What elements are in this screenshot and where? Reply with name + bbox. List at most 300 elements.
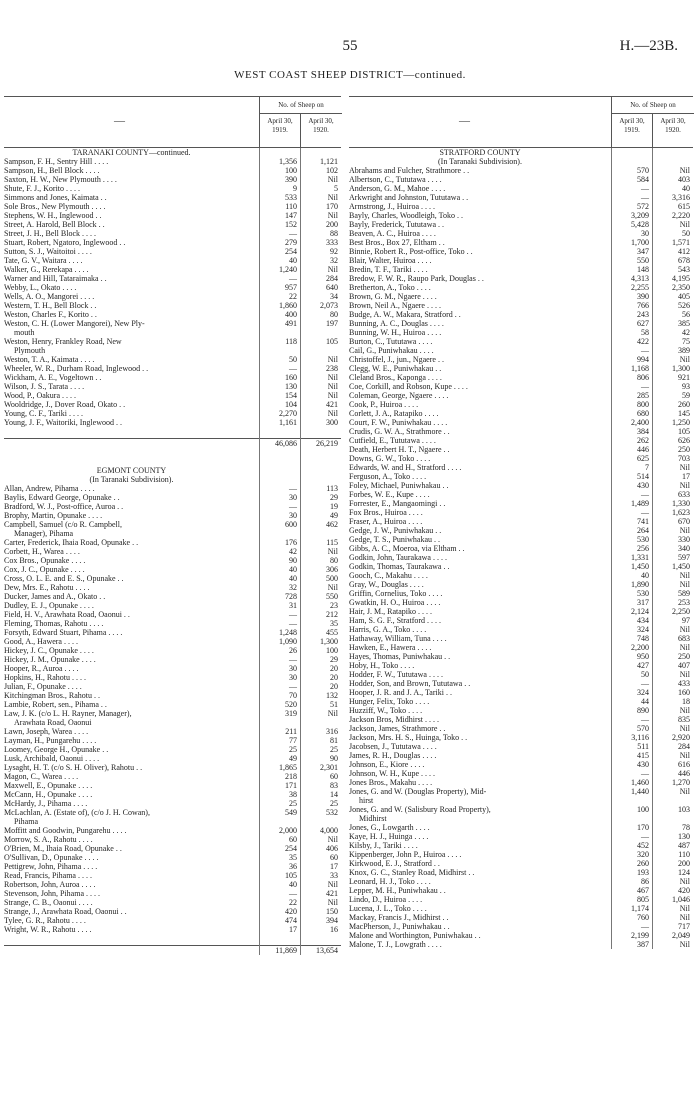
sheep-1920: 124	[678, 868, 690, 877]
right-table-header	[349, 96, 693, 148]
table-row	[349, 238, 693, 247]
table-row	[349, 832, 693, 841]
owner-name: Burton, C., Tututawa . . . .	[349, 337, 433, 346]
sheep-1919: 2,400	[631, 418, 649, 427]
owner-name: Cook, P., Huiroa . . . .	[349, 400, 419, 409]
owner-name: Gray, W., Douglas . . . .	[349, 580, 424, 589]
owner-name: Baylis, Edward George, Opunake . .	[4, 493, 120, 502]
table-row	[4, 157, 341, 166]
sheep-1919: 285	[637, 391, 649, 400]
sheep-1919: 1,450	[631, 562, 649, 571]
owner-name: Bradford, W. J., Post-office, Auroa . .	[4, 502, 124, 511]
table-row	[349, 679, 693, 688]
sheep-1919: 2,000	[279, 826, 297, 835]
sheep-1920: 455	[326, 628, 338, 637]
table-row	[4, 880, 341, 889]
table-row	[4, 664, 341, 673]
sheep-1919: 110	[285, 202, 297, 211]
owner-name: Hodder, F. W., Tututawa . . . .	[349, 670, 443, 679]
table-row	[349, 526, 693, 535]
sheep-1920: 316	[326, 727, 338, 736]
table-row	[349, 220, 693, 229]
table-row	[4, 763, 341, 772]
sheep-1919: 77	[289, 736, 297, 745]
sheep-1919: 533	[285, 193, 297, 202]
sheep-1920: 60	[330, 853, 338, 862]
sheep-1919: 427	[637, 661, 649, 670]
owner-name: Manager), Pihama	[14, 529, 74, 538]
sheep-1920: 420	[678, 886, 690, 895]
sheep-1920: 640	[326, 283, 338, 292]
owner-name: McHardy, J., Pihama . . . .	[4, 799, 88, 808]
owner-name: Field, H. V., Arawhata Road, Oaonui . .	[4, 610, 130, 619]
owner-name: Bunning, A. C., Douglas . . . .	[349, 319, 444, 328]
sheep-1920: Nil	[679, 877, 690, 886]
sheep-1919: 26	[289, 646, 297, 655]
sheep-1919: 100	[637, 805, 649, 814]
sheep-1920	[652, 148, 693, 157]
sheep-1919: 741	[637, 517, 649, 526]
owner-name: Good, A., Hawera . . . .	[4, 637, 78, 646]
owner-name: Jones, G. and W. (Salisbury Road Property),	[349, 805, 491, 814]
sheep-1919	[259, 934, 300, 943]
table-row	[4, 646, 341, 655]
owner-name: Jones Bros., Makahu . . . .	[349, 778, 433, 787]
table-row	[4, 682, 341, 691]
owner-name: Cox, J. C., Opunake . . . .	[4, 565, 85, 574]
table-row	[349, 877, 693, 886]
sheep-1919: 118	[285, 337, 297, 346]
sheep-1920: 2,049	[672, 931, 690, 940]
owner-name: Binnie, Robert R., Post-office, Toko . .	[349, 247, 473, 256]
sheep-1919: 1,248	[279, 628, 297, 637]
table-row	[4, 265, 341, 274]
table-row	[4, 718, 341, 727]
table-row	[349, 535, 693, 544]
year-1920-header: April 30, 1920.	[300, 113, 341, 147]
sheep-1919: 422	[637, 337, 649, 346]
table-row	[4, 925, 341, 934]
sheep-1919: 31	[289, 601, 297, 610]
section-heading	[4, 466, 341, 475]
sheep-1920	[300, 817, 341, 826]
sheep-1919: 415	[637, 751, 649, 760]
sheep-1920: 597	[678, 553, 690, 562]
sheep-1919: 467	[637, 886, 649, 895]
table-row	[4, 565, 341, 574]
sheep-1919: 530	[637, 535, 649, 544]
owner-name: Lepper, M. H., Puniwhakau . .	[349, 886, 446, 895]
owner-name: mouth	[14, 328, 35, 337]
owner-name: Griffin, Cornelius, Toko . . . .	[349, 589, 443, 598]
owner-name: Forbes, W. E., Kupe . . . .	[349, 490, 430, 499]
sheep-1919: —	[289, 655, 297, 664]
owner-name: Morrow, S. A., Rahotu . . . .	[4, 835, 93, 844]
sheep-1920: 500	[326, 574, 338, 583]
column-rule	[259, 148, 260, 955]
sheep-1919: 152	[285, 220, 297, 229]
sheep-1920: 42	[682, 328, 690, 337]
sheep-1919: 46,086	[275, 439, 297, 448]
table-row	[4, 790, 341, 799]
table-row	[349, 373, 693, 382]
table-row	[4, 835, 341, 844]
table-row	[349, 796, 693, 805]
owner-name: Magon, C., Warea . . . .	[4, 772, 79, 781]
sheep-1919: 3,116	[631, 733, 649, 742]
table-row	[4, 592, 341, 601]
table-row	[4, 538, 341, 547]
sheep-1919: 890	[637, 706, 649, 715]
sheep-1920: Nil	[679, 724, 690, 733]
sheep-1919: 90	[289, 556, 297, 565]
owner-name: Clegg, W. E., Puniwhakau . .	[349, 364, 442, 373]
table-row	[349, 517, 693, 526]
sheep-1919: —	[289, 682, 297, 691]
sheep-1920: 113	[326, 484, 338, 493]
sheep-1919	[259, 466, 300, 475]
sheep-1920: 683	[678, 634, 690, 643]
sheep-1919: 1,860	[279, 301, 297, 310]
table-row	[349, 598, 693, 607]
owner-name: Hawken, E., Hawera . . . .	[349, 643, 432, 652]
owner-name: Malone, T. J., Lowgrath . . . .	[349, 940, 442, 949]
table-row	[4, 400, 341, 409]
owner-name: Simmons and Jones, Kaimata . .	[4, 193, 107, 202]
table-row	[349, 355, 693, 364]
sheep-1919	[259, 817, 300, 826]
sheep-1919: 30	[289, 493, 297, 502]
sheep-1920: 670	[678, 517, 690, 526]
table-row	[4, 799, 341, 808]
sheep-1919: 7	[645, 463, 649, 472]
table-row	[349, 778, 693, 787]
sheep-1919: 1,331	[631, 553, 649, 562]
sheep-1920: Nil	[679, 904, 690, 913]
sheep-1920: 32	[330, 256, 338, 265]
sheep-1919: 17	[289, 925, 297, 934]
owner-name: Mackay, Francis J., Midhirst . .	[349, 913, 449, 922]
sheep-1920: 170	[326, 202, 338, 211]
sheep-1920: Nil	[679, 355, 690, 364]
sheep-1920: 550	[326, 592, 338, 601]
table-row	[4, 310, 341, 319]
table-row	[4, 547, 341, 556]
sheep-1919: 530	[637, 589, 649, 598]
table-row	[4, 211, 341, 220]
sheep-1920: 92	[330, 247, 338, 256]
sheep-1920: 34	[330, 292, 338, 301]
sheep-1920: Nil	[327, 409, 338, 418]
table-row	[349, 661, 693, 670]
table-row	[4, 934, 341, 943]
sheep-1919: 104	[285, 400, 297, 409]
sheep-1919: 570	[637, 724, 649, 733]
sheep-1919: 254	[285, 247, 297, 256]
sheep-1920: Nil	[327, 880, 338, 889]
sheep-1920: Nil	[327, 175, 338, 184]
sheep-1919: 1,440	[631, 787, 649, 796]
table-row	[349, 490, 693, 499]
owner-name: Jackson Bros, Midhirst . . . .	[349, 715, 439, 724]
owner-name: Brophy, Martin, Opunake . . . .	[4, 511, 103, 520]
owner-name: Johnson, E., Kiore . . . .	[349, 760, 425, 769]
sheep-1920: 1,300	[320, 637, 338, 646]
year-1920-header: April 30, 1920.	[652, 113, 693, 147]
owner-name: Fleming, Thomas, Rahotu . . . .	[4, 619, 104, 628]
table-row	[4, 448, 341, 457]
owner-name: Tate, G. V., Waitara . . . .	[4, 256, 83, 265]
table-row	[4, 301, 341, 310]
owner-name: Hodder, Son, and Brown, Tututawa . .	[349, 679, 471, 688]
owner-name: Edwards, W. and H., Stratford . . . .	[349, 463, 462, 472]
sheep-1920	[300, 457, 341, 466]
owner-name: Bayly, Charles, Woodleigh, Toko . .	[349, 211, 463, 220]
table-row	[349, 904, 693, 913]
right-table-body	[349, 148, 693, 949]
sheep-1919	[259, 718, 300, 727]
owner-name: Brown, G. M., Ngaere . . . .	[349, 292, 437, 301]
sheep-1920: 33	[330, 871, 338, 880]
sheep-1920: 250	[678, 445, 690, 454]
owner-name: Webby, L., Okato . . . .	[4, 283, 77, 292]
owner-name: Johnson, W. H., Kupe . . . .	[349, 769, 436, 778]
sheep-1919: —	[289, 229, 297, 238]
owner-name: Hickey, J. C., Opunake . . . .	[4, 646, 94, 655]
sheep-1920: 20	[330, 664, 338, 673]
owner-name: Cleland Bros., Kaponga . . . .	[349, 373, 442, 382]
table-row	[4, 727, 341, 736]
owner-name: Blair, Walter, Huiroa . . . .	[349, 256, 432, 265]
table-row	[349, 481, 693, 490]
sheep-1919: 2,255	[631, 283, 649, 292]
owner-name: Jackson, James, Strathmore . .	[349, 724, 446, 733]
owner-name: Forrester, E., Mangaomingi . .	[349, 499, 446, 508]
sheep-1920: 300	[326, 418, 338, 427]
sheep-1920: 2,073	[320, 301, 338, 310]
table-row	[4, 655, 341, 664]
table-row	[349, 571, 693, 580]
year-1919-header: April 30, 1919.	[259, 113, 300, 147]
sheep-1919: 243	[637, 310, 649, 319]
owner-name: Best Bros., Box 27, Eltham . .	[349, 238, 445, 247]
left-table-header	[4, 96, 341, 148]
table-row	[4, 364, 341, 373]
sheep-1919: 3,209	[631, 211, 649, 220]
table-row	[4, 247, 341, 256]
table-row	[349, 382, 693, 391]
owner-name: McCann, H., Opunake . . . .	[4, 790, 93, 799]
table-row	[349, 364, 693, 373]
owner-name: Jones, G. and W. (Douglas Property), Mid-	[349, 787, 487, 796]
owner-name: Jacobsen, J., Tututawa . . . .	[349, 742, 437, 751]
owner-name: Corbett, H., Warea . . . .	[4, 547, 80, 556]
sheep-1920: 23	[330, 601, 338, 610]
sheep-1920: 1,571	[672, 238, 690, 247]
sheep-1920: 703	[678, 454, 690, 463]
sheep-1919: 264	[637, 526, 649, 535]
table-row	[4, 610, 341, 619]
owner-name: Weston, T. A., Kaimata . . . .	[4, 355, 95, 364]
sheep-1919: 30	[289, 664, 297, 673]
sheep-1920: 88	[330, 229, 338, 238]
sheep-1919: 511	[637, 742, 649, 751]
table-row	[349, 688, 693, 697]
sheep-1919: —	[289, 889, 297, 898]
sheep-1919: —	[641, 193, 649, 202]
sheep-1920: 1,300	[672, 364, 690, 373]
table-row	[4, 520, 341, 529]
owner-name: Cail, G., Puniwhakau . . . .	[349, 346, 434, 355]
sheep-1920: Nil	[679, 751, 690, 760]
table-row	[349, 472, 693, 481]
owner-name: Abrahams and Fulcher, Strathmore . .	[349, 166, 470, 175]
owner-name: Tylee, G. R., Rahotu . . . .	[4, 916, 86, 925]
table-row	[4, 184, 341, 193]
sheep-1919: 1,700	[631, 238, 649, 247]
left-table-body	[4, 148, 341, 955]
sheep-1919: —	[289, 619, 297, 628]
table-row	[349, 400, 693, 409]
table-row	[4, 292, 341, 301]
table-row	[349, 292, 693, 301]
sheep-1920: 385	[678, 319, 690, 328]
sheep-1920: 20	[330, 673, 338, 682]
table-row	[4, 619, 341, 628]
table-row	[349, 760, 693, 769]
table-row	[4, 283, 341, 292]
table-row	[349, 643, 693, 652]
sheep-1919: 44	[641, 697, 649, 706]
table-row	[349, 634, 693, 643]
table-row	[4, 382, 341, 391]
owner-name: Cross, O. L. E. and E. S., Opunake . .	[4, 574, 124, 583]
sheep-1920: 80	[330, 310, 338, 319]
sheep-1920: Nil	[327, 583, 338, 592]
total-row	[4, 438, 341, 448]
sheep-1920: 1,450	[672, 562, 690, 571]
sheep-1920: 462	[326, 520, 338, 529]
owner-name: Beaven, A. C., Huiroa . . . .	[349, 229, 436, 238]
owner-name: McLachlan, A. (Estate of), (c/o J. H. Cowan),	[4, 808, 150, 817]
sheep-1919: 171	[285, 781, 297, 790]
sheep-1920: 90	[330, 754, 338, 763]
sheep-1920: 78	[682, 823, 690, 832]
sheep-1919: 324	[637, 625, 649, 634]
sheep-1919: 218	[285, 772, 297, 781]
sheep-1920: 487	[678, 841, 690, 850]
sheep-1919: 572	[637, 202, 649, 211]
owner-name: Street, J. H., Bell Block . . . .	[4, 229, 96, 238]
table-row	[4, 871, 341, 880]
owner-name: Hair, J. M., Ratapiko . . . .	[349, 607, 433, 616]
sheep-1920: 1,623	[672, 508, 690, 517]
sheep-1919	[611, 796, 652, 805]
owner-name: Lysaght, H. T. (c/o S. H. Oliver), Rahotu . .	[4, 763, 143, 772]
sheep-1919: 70	[289, 691, 297, 700]
table-row	[349, 256, 693, 265]
sheep-1920: Nil	[327, 547, 338, 556]
table-row	[349, 805, 693, 814]
sheep-1920	[300, 466, 341, 475]
table-row	[349, 697, 693, 706]
sheep-1919: 317	[637, 598, 649, 607]
table-row	[4, 700, 341, 709]
table-row	[349, 733, 693, 742]
table-row	[349, 580, 693, 589]
owner-name: Pihama	[14, 817, 38, 826]
sheep-1919: 520	[285, 700, 297, 709]
sheep-1920: 2,350	[672, 283, 690, 292]
owner-name: Law, J. K. (c/o L. H. Rayner, Manager),	[4, 709, 132, 718]
owner-name: Jones, G., Lowgarth . . . .	[349, 823, 430, 832]
owner-name: Sampson, H., Bell Block . . . .	[4, 166, 100, 175]
page-number: 55	[342, 38, 358, 54]
table-row	[349, 625, 693, 634]
sheep-1920: 212	[326, 610, 338, 619]
sheep-1919: 728	[285, 592, 297, 601]
table-row	[349, 346, 693, 355]
sheep-1919	[259, 427, 300, 436]
owner-name	[4, 439, 259, 448]
sheep-1920: 26,219	[316, 439, 338, 448]
sheep-1920: 200	[678, 859, 690, 868]
table-row	[4, 427, 341, 436]
owner-name	[4, 946, 259, 955]
table-row	[4, 166, 341, 175]
sheep-1920: Nil	[679, 706, 690, 715]
sheep-1920: Nil	[679, 787, 690, 796]
owner-name: Read, Francis, Pihama . . . .	[4, 871, 92, 880]
sheep-1919: 30	[641, 229, 649, 238]
table-row	[349, 769, 693, 778]
sheep-1919	[259, 457, 300, 466]
owner-name: STRATFORD COUNTY	[439, 148, 521, 157]
owner-name: Armstrong, J., Huiroa . . . .	[349, 202, 435, 211]
sheep-1920: 17	[330, 862, 338, 871]
sheep-1920: 421	[326, 889, 338, 898]
table-row	[349, 445, 693, 454]
sheep-1919: 25	[289, 799, 297, 808]
sheep-1919: 22	[289, 898, 297, 907]
owner-name	[4, 448, 259, 457]
owner-name: Bunning, W. H., Huiroa . . . .	[349, 328, 442, 337]
owner-name: Carter, Frederick, Ihaia Road, Opunake . .	[4, 538, 139, 547]
sheep-1920: 130	[678, 832, 690, 841]
table-row	[349, 607, 693, 616]
owner-name: Arawhata Road, Oaonui	[14, 718, 92, 727]
sheep-1919: 584	[637, 175, 649, 184]
sheep-1920: 200	[326, 220, 338, 229]
sheep-1919: 1,356	[279, 157, 297, 166]
sheep-1919: 170	[637, 823, 649, 832]
sheep-1919: 260	[637, 859, 649, 868]
sheep-1920: 543	[678, 265, 690, 274]
table-row	[349, 787, 693, 796]
sheep-1919: 58	[641, 328, 649, 337]
sheep-1919: 994	[637, 355, 649, 364]
sheep-1920: Nil	[327, 193, 338, 202]
sheep-1919: —	[289, 364, 297, 373]
owner-name: Kippenberger, John P., Huiroa . . . .	[349, 850, 462, 859]
table-row	[349, 589, 693, 598]
table-row	[349, 283, 693, 292]
sheep-1920: 80	[330, 556, 338, 565]
owner-name: Kilsby, J., Tariki . . . .	[349, 841, 418, 850]
sheep-1919: 1,161	[279, 418, 297, 427]
table-row	[4, 853, 341, 862]
table-row	[4, 355, 341, 364]
